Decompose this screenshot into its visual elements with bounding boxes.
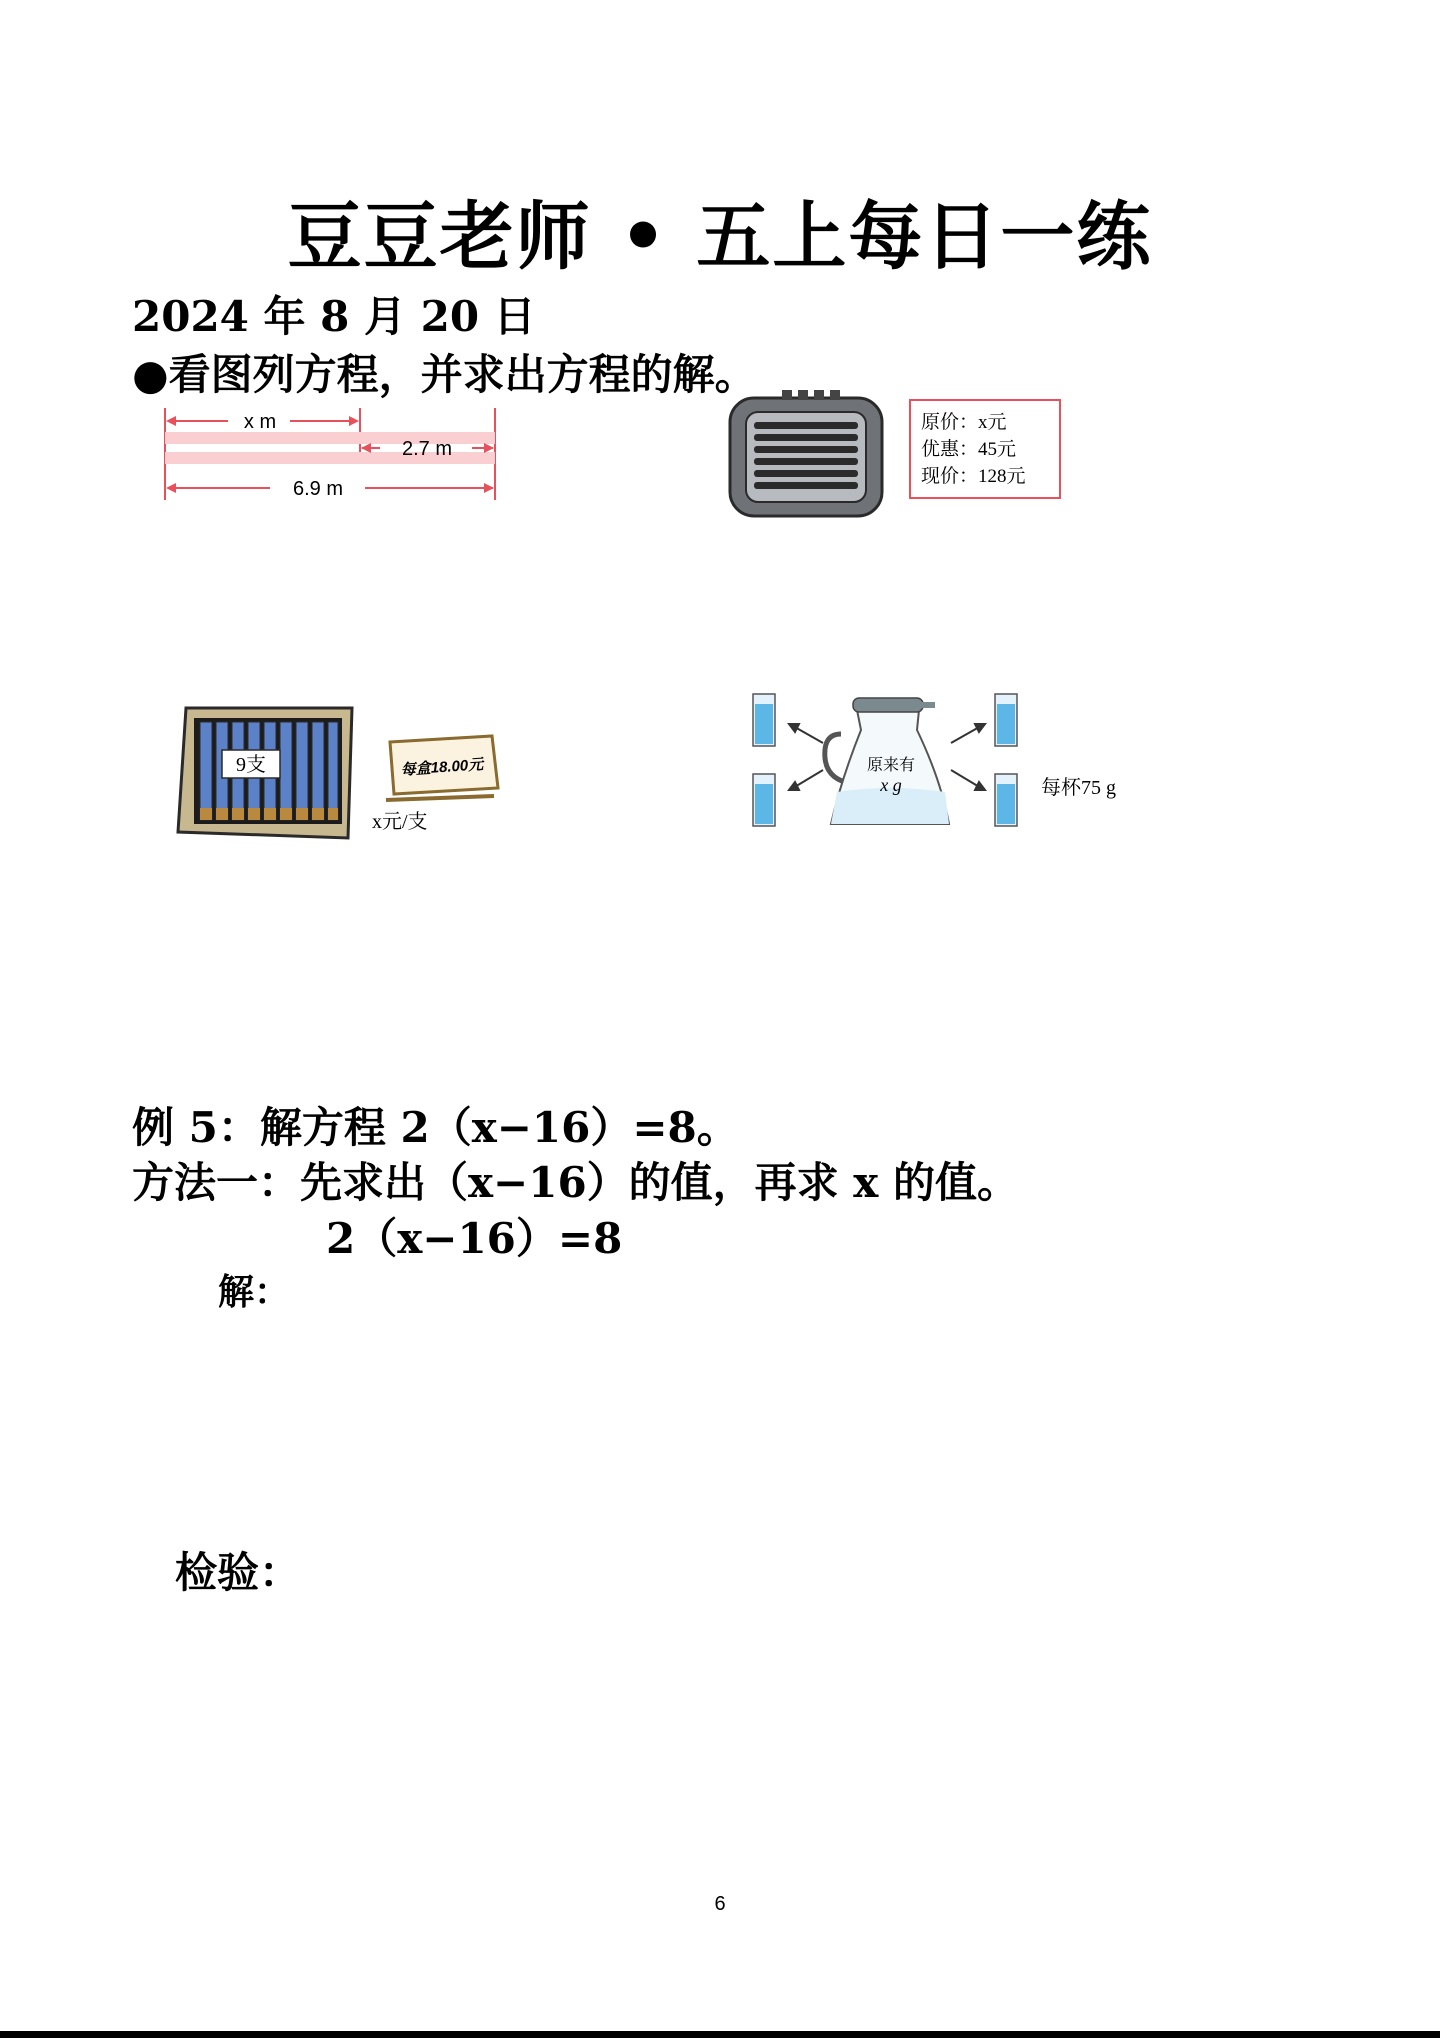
equation-line: 2（x−16）=8 — [326, 1214, 623, 1263]
example-heading: 例 5：解方程 2（x−16）=8。 — [132, 1103, 739, 1152]
jug-label-line1: 原来有 — [866, 757, 916, 774]
cup-icon — [995, 694, 1017, 746]
heater-icon — [730, 390, 882, 516]
box-count-label: 9支 — [236, 754, 266, 776]
length-diagram — [150, 400, 520, 505]
price-tag-text: 每盒18.00元 — [400, 756, 484, 779]
unit-price-label: x元/支 — [372, 811, 428, 833]
cup-icon — [995, 774, 1017, 826]
jug-label-line2: x g — [880, 775, 902, 795]
solve-label: 解： — [218, 1271, 291, 1313]
page-title: 豆豆老师 • 五上每日一练 — [287, 194, 1153, 280]
pen-box-figure — [172, 700, 507, 845]
cup-icon — [753, 774, 775, 826]
method-line: 方法一：先求出（x−16）的值，再求 x 的值。 — [132, 1158, 1019, 1207]
cup-icon — [753, 694, 775, 746]
label-2-7m: 2.7 m — [401, 438, 453, 460]
original-price-label: 原价：x元 — [921, 412, 1007, 433]
jug-cups-figure — [745, 688, 1140, 838]
discount-label: 优惠：45元 — [921, 439, 1017, 460]
instruction: ●看图列方程，并求出方程的解。 — [132, 350, 757, 399]
check-label: 检验： — [175, 1548, 302, 1597]
page-number: 6 — [714, 1893, 726, 1915]
label-6-9m: 6.9 m — [292, 478, 344, 500]
heater-figure — [722, 388, 1067, 523]
per-cup-label: 每杯75 g — [1041, 777, 1116, 799]
label-x-m: x m — [243, 411, 277, 433]
date-line: 2024 年 8 月 20 日 — [132, 292, 536, 341]
bottom-rule — [0, 2031, 1440, 2038]
current-price-label: 现价：128元 — [921, 466, 1026, 487]
